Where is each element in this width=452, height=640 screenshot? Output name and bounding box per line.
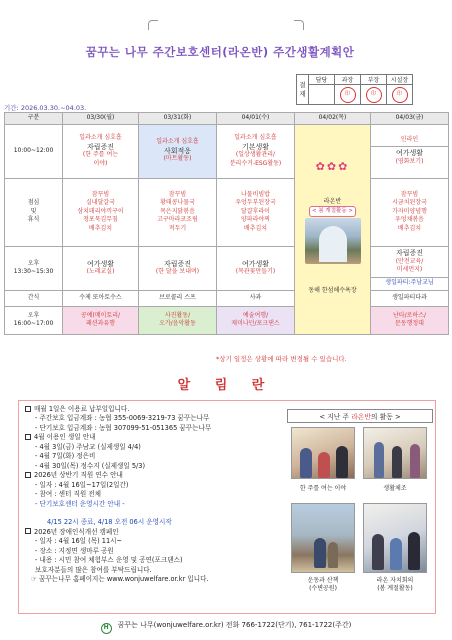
late-wed: 예술여행/ 재미나던/포크댄스 <box>217 306 295 334</box>
notice-item: ☞ 꿈꾸는나무 홈페이지는 www.wonjuwelfare.or.kr 입니다. <box>31 575 209 584</box>
checkbox-icon <box>25 406 31 412</box>
schedule-table <box>4 112 449 335</box>
period-label: 기간: 2026.03.30.~04.03. <box>4 104 87 112</box>
notice-item: - 일자 : 4월 16일 (목) 11시~ <box>35 537 123 546</box>
birthday-party: 생일파티:주남교님 <box>385 278 434 286</box>
snack-wed: 사과 <box>217 290 295 306</box>
late-row <box>5 306 449 334</box>
pm-tue: 자립증진 (한 달을 보내며) <box>139 246 217 290</box>
approval-box <box>296 74 413 105</box>
activity-caption <box>359 577 431 593</box>
schedule-header-row <box>5 113 449 125</box>
lunch-fri: 잠꾸빔 시금치된장국 가자미양념행 우엉채볶음 배추김치 <box>371 178 449 246</box>
notice-item: 매월 1일은 이용료 납부일입니다. <box>25 405 283 414</box>
late-time: 오후 16:00~17:00 <box>5 306 63 334</box>
activity-caption: 한 주를 여는 이야 <box>299 485 347 492</box>
corner-mark-right <box>294 20 304 30</box>
snack-fri: 생일파티다과 <box>371 290 449 306</box>
thu-event-tag: < 봄 계절활동 > <box>309 206 356 217</box>
header-cell: 03/30(월) <box>63 113 139 125</box>
snack-row <box>5 290 449 306</box>
checkbox-icon <box>25 434 31 440</box>
activity-photo-meeting <box>363 503 427 573</box>
page-title: 꿈꾸는 나무 주간보호센터(라온반) 주간생활계획안 <box>85 45 355 59</box>
notice-item: - 4월 3일(금) 주남교 (실제생일 4/4) <box>35 442 141 451</box>
notice-heading: 알 림 란 <box>177 378 275 393</box>
approval-stamp: 印 <box>340 87 356 103</box>
checkbox-icon <box>25 472 31 478</box>
header-cell: 구분 <box>5 113 63 125</box>
thu-caption: 동해 한섬해수욕장 <box>308 286 357 294</box>
am-time: 10:00~12:00 <box>5 124 63 178</box>
caption-line: (수변공원) <box>309 585 337 592</box>
notice-item: 4/15 22시 종료, 4/18 오전 06시 운영시작 <box>47 518 172 527</box>
snack-label: 간식 <box>5 290 63 306</box>
pm-time: 오후 13:30~15:30 <box>5 246 63 290</box>
thu-spring-activity <box>295 124 371 334</box>
caption-line: 운동과 산책 <box>307 577 339 584</box>
late-mon: 공예(메이토리/ 패션과유행 <box>63 306 139 334</box>
center-logo-icon: H <box>101 623 112 634</box>
approval-stamp: 印 <box>392 87 408 103</box>
schedule-note: *상기 일정은 상황에 따라 변경될 수 있습니다. <box>216 355 347 363</box>
beach-arch-photo <box>305 218 361 264</box>
lunch-mon: 잠꾸빔 실내달갈국 삼치데리야끼구이 청포묵김무침 배추김치 <box>63 178 139 246</box>
notice-item: 4월 이용인 생일 안내 <box>25 433 283 442</box>
am-mon: 일과소개 심호흡 자립증진 (한 주를 여는 이야) <box>63 124 139 178</box>
header-cell: 04/01(수) <box>217 113 295 125</box>
activity-photo-exercise <box>363 427 427 479</box>
am-row <box>5 124 449 178</box>
lunch-tue: 잠꾸빔 황태콩나물국 목은지닭볶음 고구마라코조림 적두기 <box>139 178 217 246</box>
late-fri: 난타/로하스/ 문동행정대 <box>371 306 449 334</box>
approval-sign-head <box>387 85 413 105</box>
snack-tue: 브로콜리 스프 <box>139 290 217 306</box>
approval-sign-director <box>361 85 387 105</box>
notice-list <box>25 405 283 585</box>
lunch-row <box>5 178 449 246</box>
activity-caption: 생활체조 <box>383 485 407 492</box>
notice-item: 2026년 장애인식개선 캠페인 <box>25 528 283 537</box>
notice-item: - 참여 : 센터 직원 전체 <box>35 490 102 499</box>
caption-line: (봄 계절활동) <box>377 585 413 592</box>
approval-header-staff: 담당 <box>309 75 335 85</box>
footer <box>0 620 452 634</box>
notice-item: - 4월 7일(화) 정은비 <box>35 452 96 461</box>
thu-class-name: 라온반 <box>323 197 342 205</box>
header-cell: 04/03(금) <box>371 113 449 125</box>
am-wed: 일과소개 심호흡 기본생활 (일상생활관리/ 분리수거-ESG활동) <box>217 124 295 178</box>
pm-mon: 여가생활 (노래교실) <box>63 246 139 290</box>
approval-header-manager: 과장 <box>335 75 361 85</box>
notice-item: - 장소 : 지정면 생마루 공원 <box>35 546 114 555</box>
notice-item: - 4월 30일(목) 정수지 (실제생일 5/3) <box>35 461 146 470</box>
notice-item: 2026년 상반기 직원 연수 안내 <box>25 471 283 480</box>
approval-label: 결 재 <box>297 75 309 105</box>
header-cell: 04/02(목) <box>295 113 371 125</box>
approval-sign-staff <box>309 85 335 105</box>
checkbox-icon <box>25 528 31 534</box>
lunch-wed: 나물비빔밥 우엉두부된장국 달걀후라이 양파라야찌 배추김치 <box>217 178 295 246</box>
notice-board <box>18 400 436 614</box>
caption-line: 라온 자치회의 <box>376 577 414 584</box>
activity-photo-morning-talk <box>291 427 355 479</box>
pm-row <box>5 246 449 290</box>
activity-caption <box>287 577 359 593</box>
am-tue: 일과소개 심호흡 사회적응 (마트활동) <box>139 124 217 178</box>
pm-fri: 자립증진 (안전교육/ 미세먼지) 생일파티:주남교님 <box>371 246 449 290</box>
lunch-label: 점심 및 휴식 <box>5 178 63 246</box>
activities-title: < 지난 주 라온반의 활동 > <box>287 409 433 423</box>
notice-item: 보호자분들의 많은 참여를 부탁드립니다. <box>35 565 152 574</box>
notice-item: - 주간보호 입금계좌 : 농협 355-0069-3219-73 꿈꾸는나무 <box>35 414 210 423</box>
activity-photo-walk <box>291 503 355 573</box>
notice-item: - 단기보호센터 운영시간 안내 - <box>35 499 125 508</box>
notice-item: - 내용 : 시민 참여 체험부스 운영 및 공연(포크댄스) <box>35 556 183 565</box>
notice-item: - 단기보호 입금계좌 : 농협 307099-51-051365 꿈꾸는나무 <box>35 423 212 432</box>
approval-stamp: 印 <box>366 87 382 103</box>
header-cell: 03/31(화) <box>139 113 217 125</box>
am-fri: 인라인 여가생활 (영화보기) <box>371 124 449 178</box>
flower-icons: ✿✿✿ <box>315 160 350 173</box>
snack-mon: 수제 또아토수스 <box>63 290 139 306</box>
pm-wed: 여가생활 (목관꽃만들기) <box>217 246 295 290</box>
footer-contact: 꿈꾸는 나무(wonjuwelfare.or.kr) 전화 766-1722(단기), 761-1722(주간) <box>117 621 352 629</box>
approval-header-head: 시설장 <box>387 75 413 85</box>
approval-sign-manager <box>335 85 361 105</box>
corner-mark-left <box>148 20 158 30</box>
approval-header-director: 부장 <box>361 75 387 85</box>
late-tue: 사진활동/ 오가/음악활동 <box>139 306 217 334</box>
notice-item: - 일자 : 4월 16일~17일(2일간) <box>35 480 129 489</box>
